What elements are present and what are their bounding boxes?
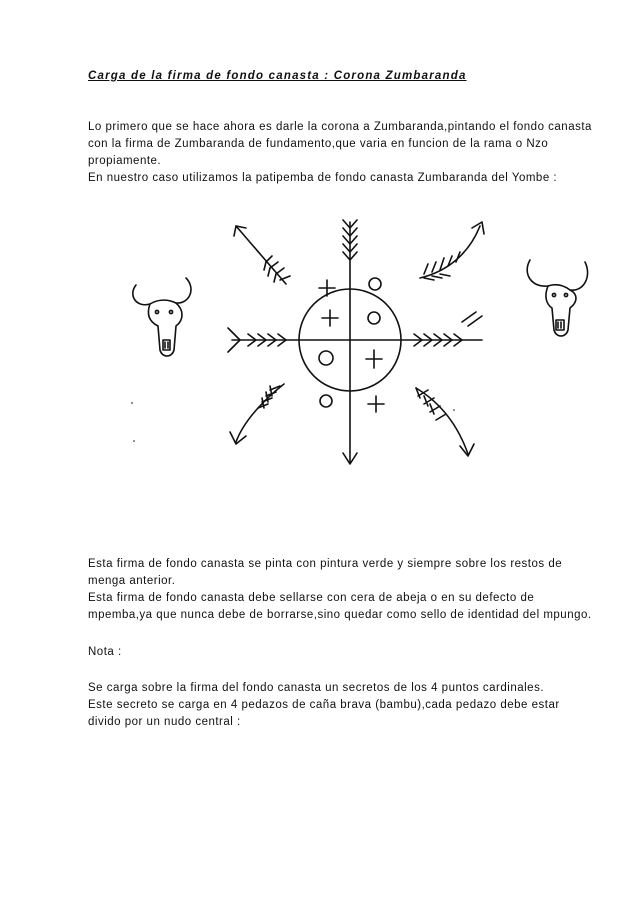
after-paragraph bbox=[88, 556, 608, 624]
intro-line: con la firma de Zumbaranda de fundamento,que varia en funcion de la rama o Nzo bbox=[88, 138, 549, 150]
after-line: Esta firma de fondo canasta debe sellarse con cera de abeja o en su defecto de bbox=[88, 592, 535, 604]
horizontal-arrow bbox=[228, 312, 482, 352]
vertical-arrow bbox=[343, 220, 357, 464]
diagonal-arrow-upper-right bbox=[420, 222, 484, 280]
after-line: mpemba,ya que nunca debe de borrarse,sino quedar como sello de identidad del mpungo. bbox=[88, 609, 592, 621]
after-line: Esta firma de fondo canasta se pinta con pintura verde y siempre sobre los restos de bbox=[88, 558, 563, 570]
intro-line: propiamente. bbox=[88, 155, 162, 167]
diagonal-arrow-upper-left bbox=[234, 226, 290, 284]
carga-line: divido por un nudo central : bbox=[88, 716, 241, 728]
carga-paragraph bbox=[88, 680, 608, 731]
after-line: menga anterior. bbox=[88, 575, 176, 587]
intro-line: En nuestro caso utilizamos la patipemba de fondo canasta Zumbaranda del Yombe : bbox=[88, 172, 558, 184]
intro-paragraph bbox=[88, 119, 608, 187]
nota-label: Nota : bbox=[88, 646, 122, 658]
document-title: Carga de la firma de fondo canasta : Corona Zumbaranda bbox=[88, 70, 467, 82]
nota-heading bbox=[88, 644, 608, 661]
intro-line: Lo primero que se hace ahora es darle la corona a Zumbaranda,pintando el fondo canasta bbox=[88, 121, 592, 133]
firma-drawing bbox=[0, 200, 638, 540]
left-bull-head-icon bbox=[133, 278, 191, 356]
diagonal-arrow-lower-right bbox=[416, 388, 474, 456]
carga-line: Este secreto se carga en 4 pedazos de caña brava (bambu),cada pedazo debe estar bbox=[88, 699, 560, 711]
diagonal-arrow-lower-left bbox=[230, 384, 284, 444]
carga-line: Se carga sobre la firma del fondo canasta un secretos de los 4 puntos cardinales. bbox=[88, 682, 545, 694]
right-bull-head-icon bbox=[527, 260, 587, 336]
